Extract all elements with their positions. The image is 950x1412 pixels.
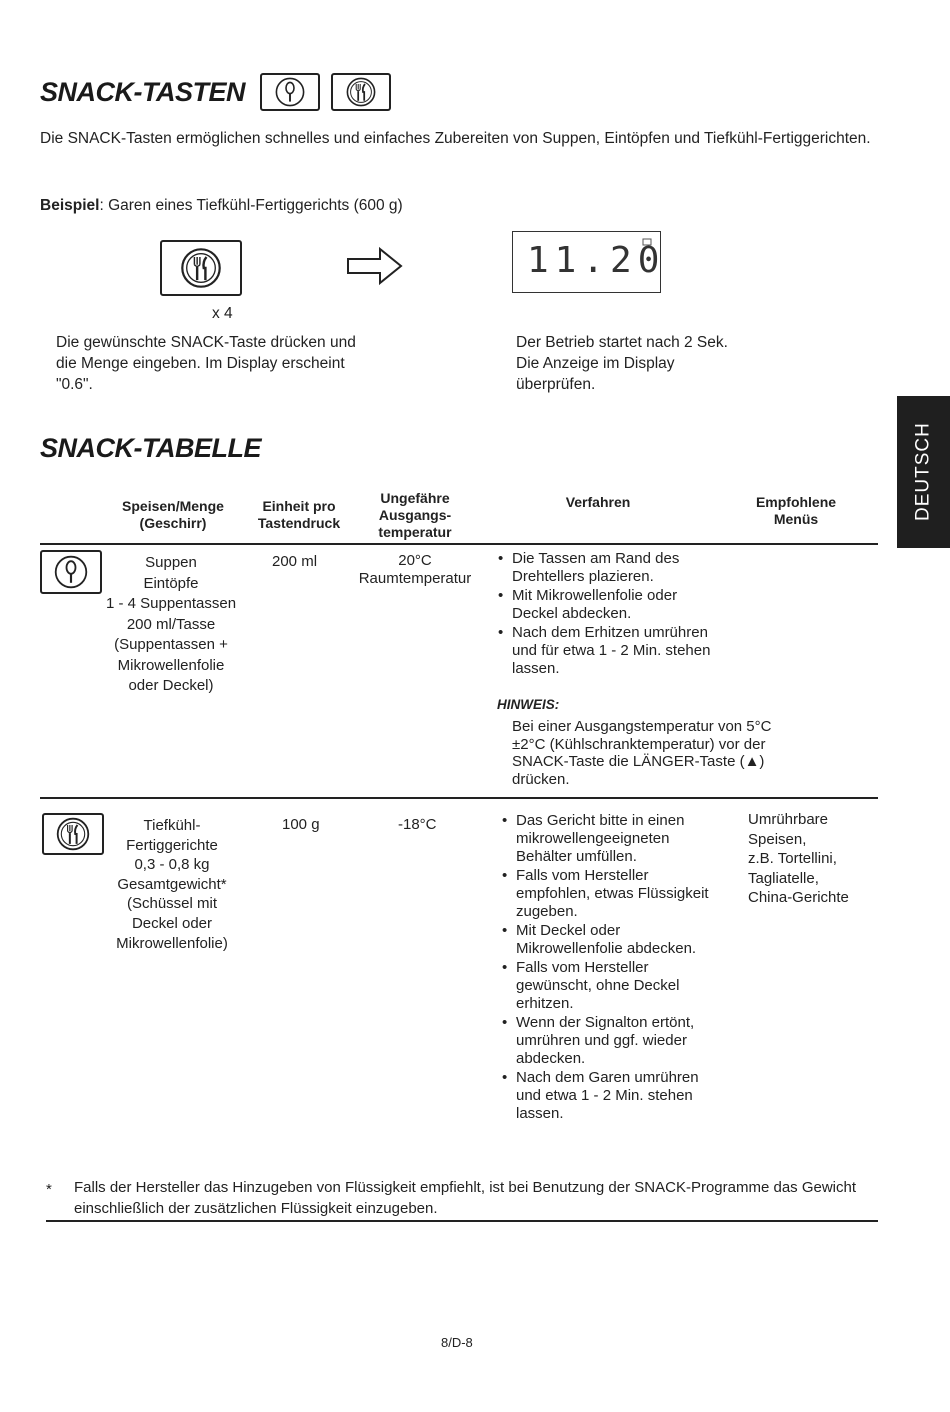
row2-steps (499, 812, 724, 1124)
col-header-unit: Einheit pro Tastendruck (257, 498, 341, 531)
row-rule (40, 797, 878, 799)
step-item: • Falls vom Hersteller gewünscht, ohne Deckel erhitzen. (499, 959, 724, 1013)
col-header-food: Speisen/Menge (Geschirr) (122, 498, 224, 531)
example-step1-text: Die gewünschte SNACK-Taste drücken und die Menge eingeben. Im Display erscheint "0.6". (56, 334, 356, 393)
table-title: SNACK-TABELLE (40, 433, 261, 463)
food-line: Mikrowellenfolie (117, 656, 225, 674)
page-title: SNACK-TASTEN (40, 77, 245, 107)
lcd-display (512, 231, 666, 293)
food-line: oder Deckel) (128, 677, 214, 694)
row1-unit: 200 ml (272, 553, 318, 570)
press-count: x 4 (212, 305, 233, 322)
food-line: 0,3 - 0,8 kg (134, 856, 210, 874)
food-line: Fertiggerichte (126, 836, 218, 854)
footnote-rule (46, 1220, 878, 1222)
menu-line: Speisen, (748, 830, 807, 848)
arrow-right-icon (346, 246, 404, 286)
food-line: Tiefkühl- (143, 817, 201, 834)
temp-line: Raumtemperatur (358, 570, 472, 587)
food-line: Suppen (145, 554, 197, 571)
indicator-icon (639, 235, 655, 247)
snack-key-fork-knife (331, 73, 391, 111)
col-header-method: Verfahren (565, 494, 631, 510)
footnote-mark: * (46, 1181, 52, 1198)
menu-line: China-Gerichte (748, 889, 849, 906)
menu-line: z.B. Tortellini, (748, 850, 837, 867)
spoon-icon (53, 554, 89, 590)
step-item: • Wenn der Signalton ertönt, umrühren und ggf. wieder abdecken. (499, 1014, 724, 1068)
food-line: (Schüssel mit (126, 895, 218, 913)
step-item: • Nach dem Erhitzen umrühren und für etwa 1 - 2 Min. stehen lassen. (495, 624, 725, 678)
col-header-temp: Ungefähre Ausgangs- temperatur (378, 490, 452, 540)
food-line: 1 - 4 Suppentassen (105, 595, 237, 612)
intro-text: Die SNACK-Tasten ermöglichen schnelles und einfaches Zubereiten von Suppen, Eintöpfen und Tiefkühl-Fertiggerichten. (40, 130, 871, 147)
food-line: 200 ml/Tasse (126, 615, 216, 633)
fork-knife-icon (345, 76, 377, 108)
snack-key-spoon (260, 73, 320, 111)
food-line: Gesamtgewicht* (117, 875, 227, 893)
header-rule (40, 543, 878, 545)
row2-food (94, 816, 250, 953)
temp-line: 20°C (398, 552, 432, 569)
step-item: • Falls vom Hersteller empfohlen, etwas Flüssigkeit zugeben. (499, 867, 724, 921)
menu-line: Umrührbare (748, 811, 829, 828)
row2-unit: 100 g (282, 816, 320, 833)
example-text: : Garen eines Tiefkühl-Fertiggerichts (600 g) (99, 197, 403, 214)
food-line: Mikrowellenfolie) (116, 934, 228, 952)
note-label: HINWEIS: (497, 697, 560, 712)
spoon-icon (274, 76, 306, 108)
page-number: 8/D-8 (441, 1335, 473, 1350)
menu-line: Tagliatelle, (748, 869, 819, 887)
fork-knife-icon (179, 246, 223, 290)
food-line: Deckel oder (131, 914, 213, 932)
step-item: • Die Tassen am Rand des Drehtellers plazieren. (495, 550, 725, 586)
food-line: (Suppentassen + (114, 636, 228, 653)
row2-menus (748, 810, 878, 908)
row1-temp (340, 552, 490, 588)
row1-steps (495, 550, 725, 679)
fork-knife-icon (55, 816, 91, 852)
language-tab: DEUTSCH (897, 396, 950, 548)
row2-temp: -18°C (398, 816, 437, 833)
col-header-menus: Empfohlene Menüs (755, 494, 837, 527)
row1-food (88, 553, 254, 697)
step-item: • Nach dem Garen umrühren und etwa 1 - 2 Min. stehen lassen. (499, 1069, 724, 1123)
step-item: • Mit Mikrowellenfolie oder Deckel abdecken. (495, 587, 725, 623)
display-value: 11.20 (527, 240, 666, 281)
example-line (40, 195, 403, 216)
example-snack-key (160, 240, 242, 296)
example-label: Beispiel (40, 197, 100, 214)
example-step2-text: Der Betrieb startet nach 2 Sek. Die Anzeige im Display überprüfen. (516, 334, 728, 393)
note-text: Bei einer Ausgangstemperatur von 5°C ±2°C (Kühlschranktemperatur) vor der SNACK-Taste die LÄNGER-Taste (▲) drücken. (512, 718, 772, 788)
step-item: • Das Gericht bitte in einen mikrowellengeeigneten Behälter umfüllen. (499, 812, 724, 866)
step-item: • Mit Deckel oder Mikrowellenfolie abdecken. (499, 922, 724, 958)
food-line: Eintöpfe (143, 574, 199, 592)
footnote-text: Falls der Hersteller das Hinzugeben von Flüssigkeit empfiehlt, ist bei Benutzung der SNACK-Programme das Gewicht einschließlich der zusätzlichen Flüssigkeit einzugeben. (74, 1179, 857, 1217)
